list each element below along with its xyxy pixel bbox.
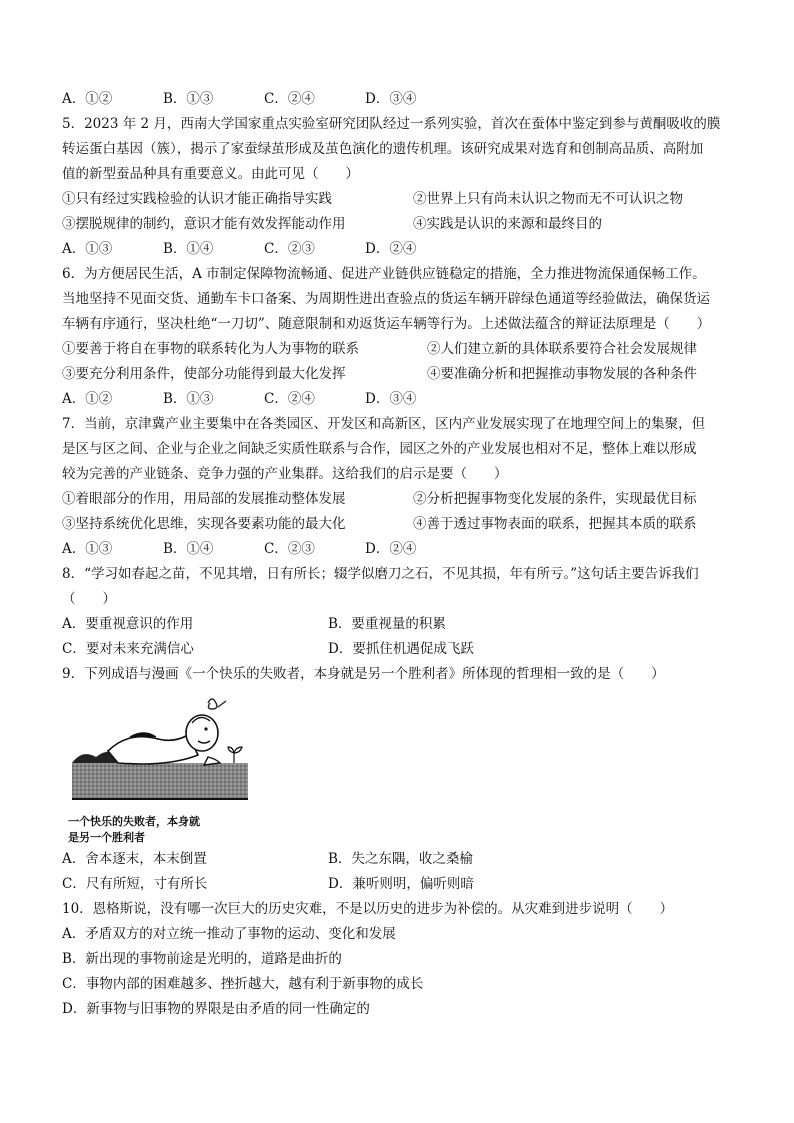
option-a: A．①② [62,391,113,407]
option-a: A．舍本逐末，本末倒置 [62,851,207,867]
option-b: B．①③ [163,391,214,407]
cartoon-caption [68,814,252,846]
option-d: D．要抓住机遇促成飞跃 [328,641,474,657]
options [62,387,742,412]
option-b: B．新出现的事物前途是光明的，道路是曲折的 [62,951,342,967]
option-a: A．①② [62,91,113,107]
question-text: 5．2023 年 2 月，西南大学国家重点实验室研究团队经过一系列实验，首次在蚕体中鉴定到参与黄酮吸收的膜 [62,116,721,132]
option-d: D．③④ [365,391,417,407]
option-c: C．②④ [264,91,315,107]
q4-options [62,87,742,112]
statement-4: ④要准确分析和把握推动事物发展的各种条件 [427,366,697,382]
caption-line: 是另一个胜利者 [68,831,145,844]
option-c: C．②④ [264,391,315,407]
option-b: B．①④ [163,541,214,557]
option-c: C．要对未来充满信心 [62,641,194,657]
statement-2: ②分析把握事物变化发展的条件，实现最优目标 [413,491,697,507]
statements [62,337,742,387]
question-text: 6．为方便居民生活，A 市制定保障物流畅通、促进产业链供应链稳定的措施，全力推进物流保通保畅工作。 [62,266,706,282]
options-row-1 [62,847,742,872]
statement-1: ①着眼部分的作用，用局部的发展推动整体发展 [62,491,346,507]
statements [62,187,742,237]
question-text: 值的新型蚕品种具有重要意义。由此可见（ ） [62,166,359,182]
exam-page [62,87,742,1022]
option-d: D．新事物与旧事物的界限是由矛盾的同一性确定的 [62,1001,370,1017]
option-c: C．事物内部的困难越多、挫折越大，越有利于新事物的成长 [62,976,424,992]
options-row-1 [62,612,742,637]
option-c: C．②③ [264,541,315,557]
statement-3: ③坚持系统优化思维，实现各要素功能的最大化 [62,516,346,532]
option-c: C．②③ [264,241,315,257]
question-text: 转运蛋白基因（簇），揭示了家蚕绿茧形成及茧色演化的遗传机理。该研究成果对选育和创制高品质、高附加 [62,141,704,157]
option-d: D．②④ [365,241,417,257]
cartoon-drawing [68,693,252,805]
option-b: B．要重视量的积累 [328,616,446,632]
option-c: C．尺有所短，寸有所长 [62,876,208,892]
option-a: A．①③ [62,241,113,257]
question-text: 7．当前，京津冀产业主要集中在各类园区、开发区和高新区，区内产业发展实现了在地理空间上的集聚，但 [62,416,706,432]
cartoon-image [68,693,252,843]
statement-2: ②世界上只有尚未认识之物而无不可认识之物 [413,191,683,207]
option-b: B．失之东隅，收之桑榆 [328,851,473,867]
statement-1: ①要善于将自在事物的联系转化为人为事物的联系 [62,341,359,357]
statement-1: ①只有经过实践检验的认识才能正确指导实践 [62,191,332,207]
question-text: 9．下列成语与漫画《一个快乐的失败者，本身就是另一个胜利者》所体现的哲理相一致的是（ ） [62,666,665,682]
statement-2: ②人们建立新的具体联系要符合社会发展规律 [427,341,697,357]
question-7 [62,412,742,562]
options [62,237,742,262]
question-8 [62,562,742,662]
options-row-2 [62,872,742,897]
statement-3: ③摆脱规律的制约，意识才能有效发挥能动作用 [62,216,346,232]
options [62,537,742,562]
statement-4: ④善于透过事物表面的联系，把握其本质的联系 [413,516,697,532]
option-a: A．矛盾双方的对立统一推动了事物的运动、变化和发展 [62,926,396,942]
question-text: （ ） [62,591,116,607]
option-b: B．①③ [163,91,214,107]
question-text: 10．恩格斯说，没有哪一次巨大的历史灾难，不是以历史的进步为补偿的。从灾难到进步说明（ ） [62,901,674,917]
options-row-2 [62,637,742,662]
option-b: B．①④ [163,241,214,257]
caption-line: 一个快乐的失败者，本身就 [68,815,200,828]
statements [62,487,742,537]
option-d: D．③④ [365,91,417,107]
statement-3: ③要充分利用条件，使部分功能得到最大化发挥 [62,366,346,382]
option-a: A．①③ [62,541,113,557]
question-text: 较为完善的产业链条、竞争力强的产业集群。这给我们的启示是要（ ） [62,466,508,482]
question-6 [62,262,742,412]
question-10 [62,897,742,1022]
statement-4: ④实践是认识的来源和最终目的 [413,216,602,232]
option-d: D．兼听则明，偏听则暗 [328,876,474,892]
question-5 [62,112,742,262]
question-9 [62,662,742,897]
option-d: D．②④ [365,541,417,557]
question-text: 当地坚持不见面交货、通勤车卡口备案、为周期性进出查验点的货运车辆开辟绿色通道等经验做法，确保货运 [62,291,710,307]
option-a: A．要重视意识的作用 [62,616,194,632]
question-text: 车辆有序通行，坚决杜绝“一刀切”、随意限制和劝返货运车辆等行为。上述做法蕴含的辩证法原理是（ ） [62,316,711,332]
question-text: 是区与区之间、企业与企业之间缺乏实质性联系与合作，园区之外的产业发展也相对不足，整体上难以形成 [62,441,697,457]
question-text: 8．“学习如春起之苗，不见其增，日有所长；辍学似磨刀之石，不见其损，年有所亏。”这句话主要告诉我们 [62,566,699,582]
